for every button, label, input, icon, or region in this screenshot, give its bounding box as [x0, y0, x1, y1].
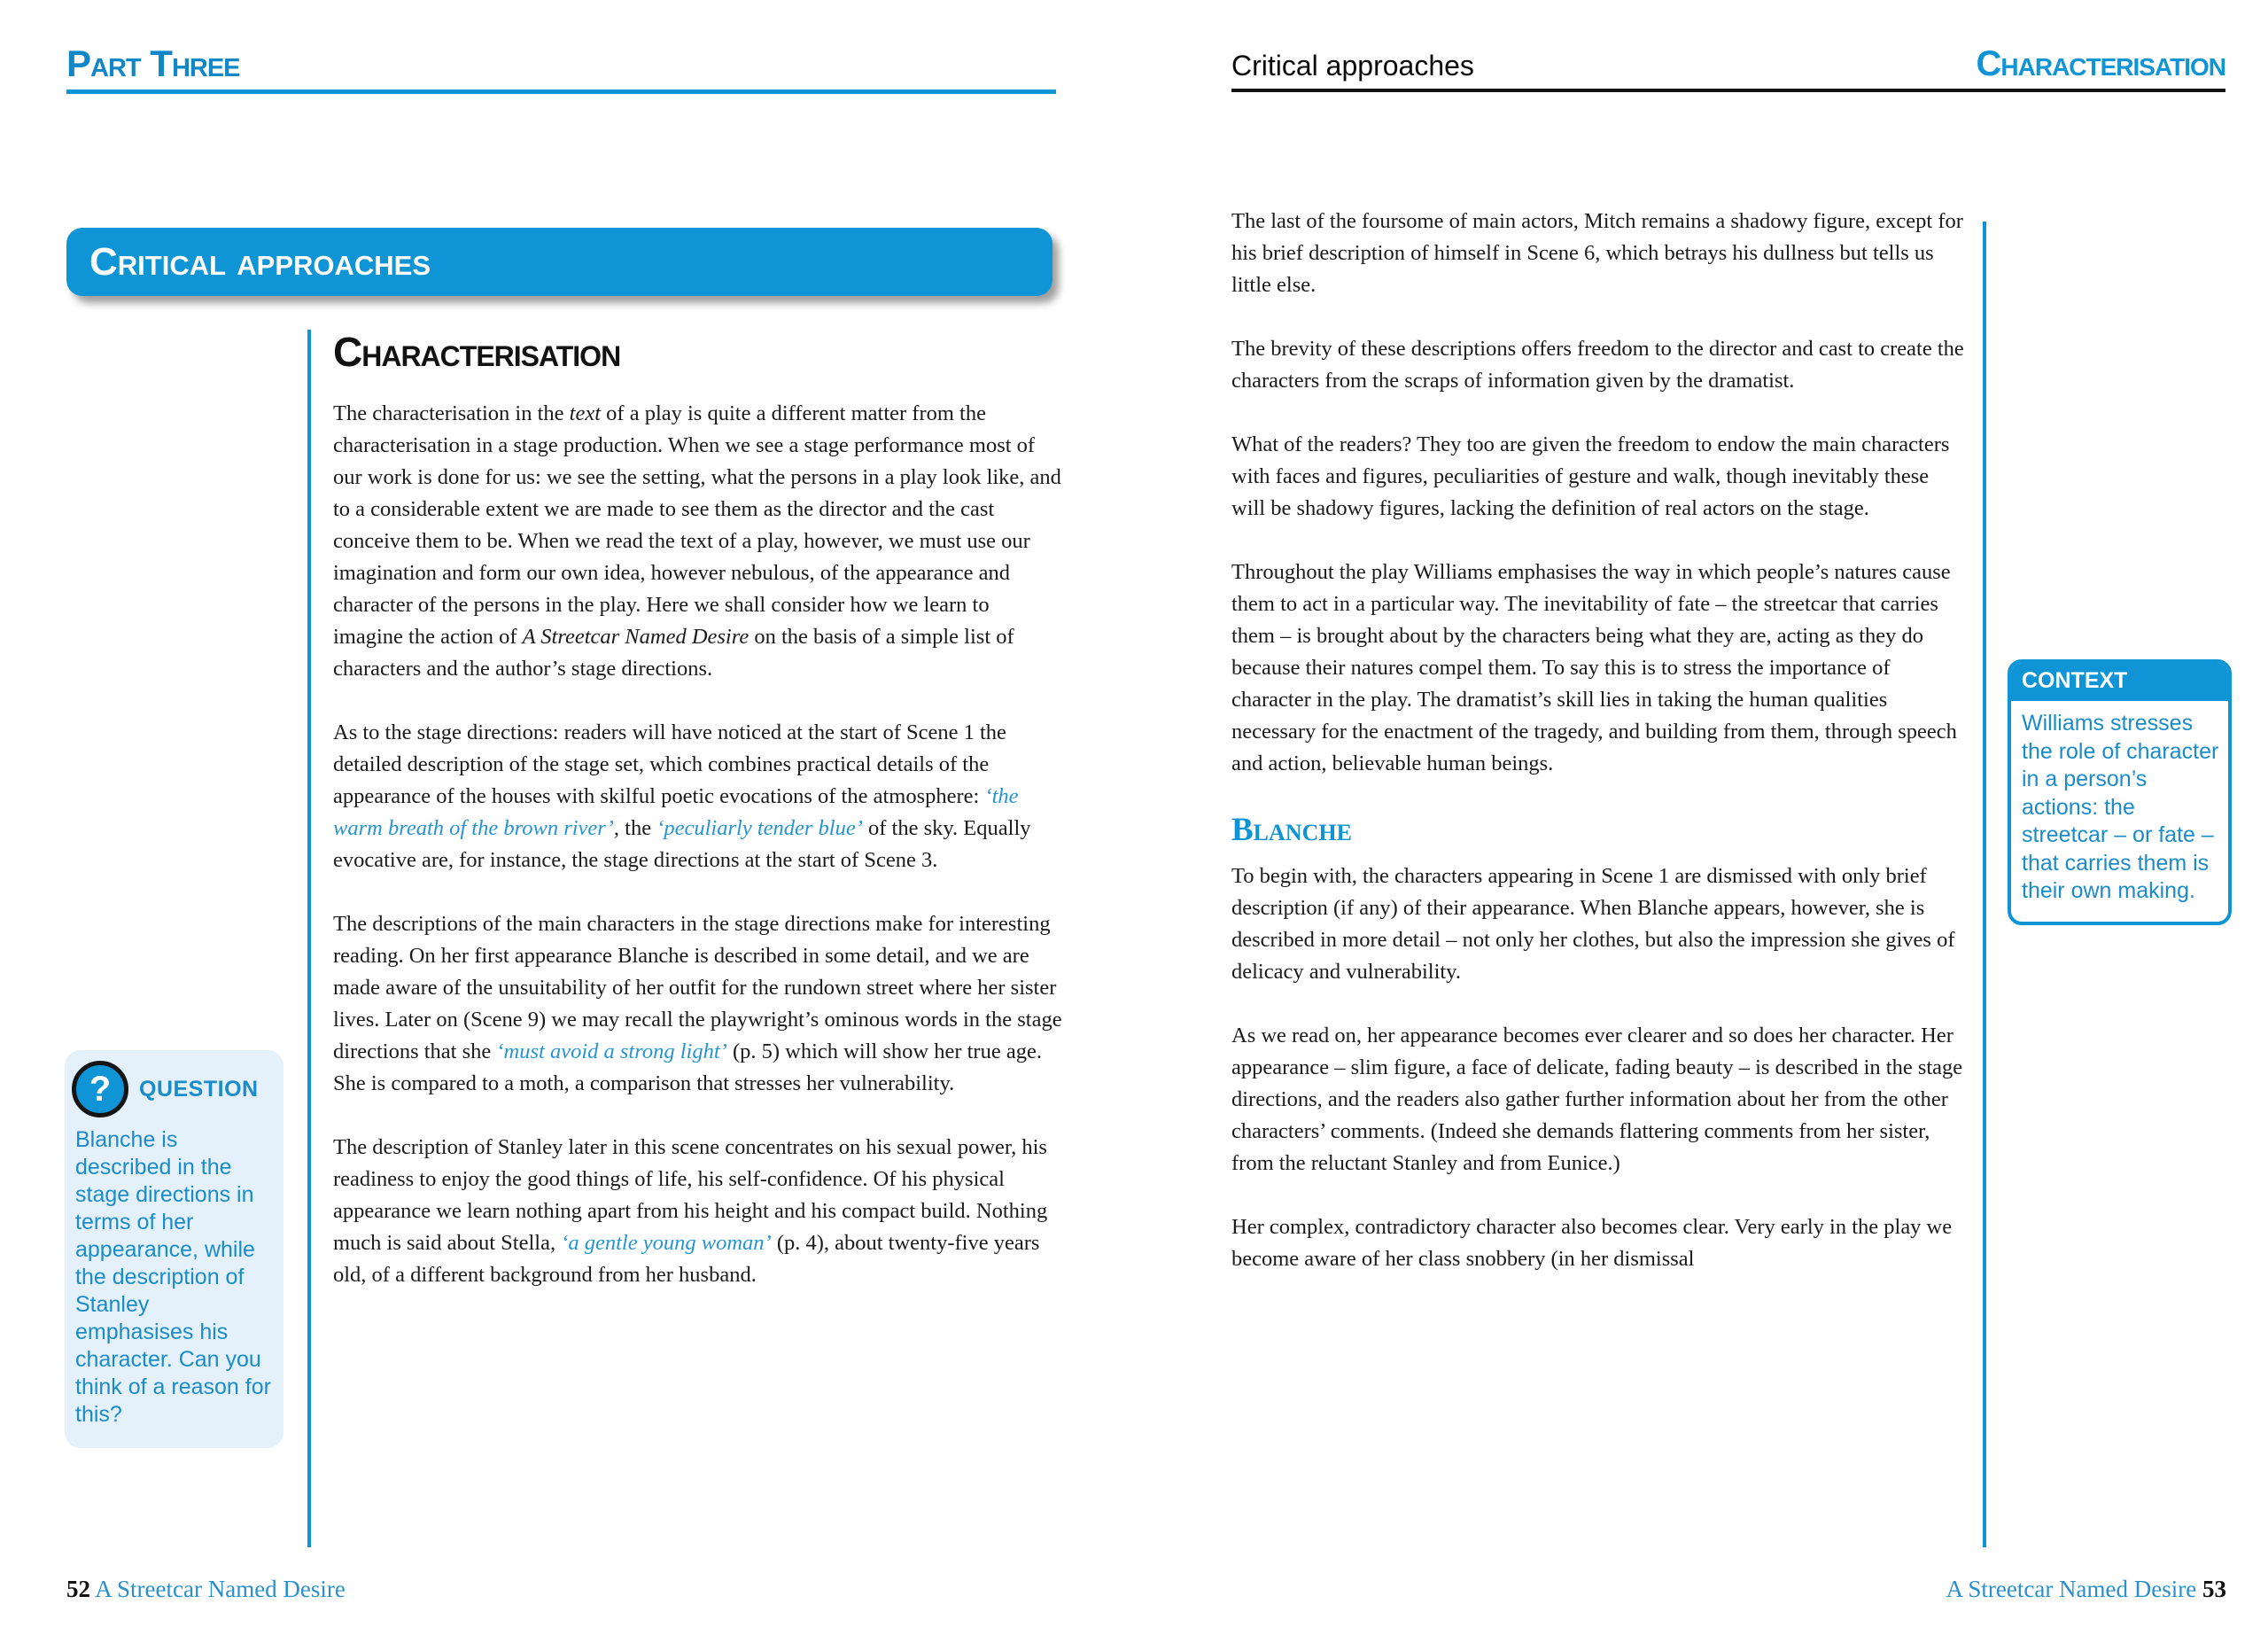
section-banner: [66, 228, 1052, 296]
paragraph: The brevity of these descriptions offers freedom to the director and cast to create the characters from the scraps of information given by the dramatist.: [1231, 337, 1964, 393]
question-box-text: Blanche is described in the stage directions in terms of her appearance, while the description of Stanley emphasises his character. Can you think of a reason for this?: [75, 1127, 271, 1427]
question-box-header: [75, 1061, 273, 1117]
running-header-section: Critical approaches: [1231, 50, 1474, 82]
right-paragraphs: [1231, 206, 1967, 780]
context-box-text: Williams stresses the role of character in a person’s actions: the streetcar – or fate – that carries them is their own making.: [2022, 711, 2219, 903]
blanche-paragraphs: [1231, 860, 1967, 1275]
running-header-rule: [1231, 89, 2225, 92]
paragraph: What of the readers? They too are given the freedom to endow the main characters with faces and figures, peculiarities of gesture and walk, though inevitably these will be shadowy figures, lacking the definition of real actors on the stage.: [1231, 432, 1950, 520]
part-kicker: Part Three: [66, 43, 240, 84]
page-title: Characterisation: [333, 329, 621, 375]
right-page-body: [1231, 206, 1967, 1307]
paragraph: Throughout the play Williams emphasises the way in which people’s natures cause them to act in a particular way. The inevitability of fate – the streetcar that carries them – is brought about by the characters being what they are, acting as they do because their natures compel them. To say this is to stress the importance of character in the play. The dramatist’s skill lies in taking the human qualities necessary for the enactment of the tragedy, and building from them, through speech and action, believable human beings.: [1231, 560, 1957, 775]
question-mark-icon: ?: [72, 1061, 128, 1117]
subsection-heading: Blanche: [1231, 812, 1352, 848]
right-page-footer: [1946, 1576, 2226, 1603]
running-header-chapter: Characterisation: [1976, 44, 2225, 83]
left-footer-book-title: A Streetcar Named Desire: [95, 1576, 346, 1602]
question-box: [65, 1050, 284, 1448]
right-footer-book-title: A Streetcar Named Desire: [1946, 1576, 2197, 1602]
left-page-footer: [66, 1576, 346, 1603]
paragraph: Her complex, contradictory character also becomes clear. Very early in the play we become aware of her class snobbery (in her dismissal: [1231, 1214, 1953, 1271]
question-box-label: QUESTION: [139, 1076, 259, 1102]
context-box: [2008, 659, 2232, 925]
paragraph: The descriptions of the main characters in the stage directions make for interesting reading. On her first appearance Blanche is described in some detail, and we are made aware of the unsuitability of her outfit for the rundown street where her sister lives. Later on (Scene 9) we may recall the playwright’s ominous words in the stage directions that she ‘must avoid a strong light’ (p. 5) which will show her true age. She is compared to a moth, a comparison that stresses her vulnerability.: [333, 911, 1062, 1095]
context-box-label: CONTEXT: [2011, 663, 2228, 701]
paragraph: The characterisation in the text of a play is quite a different matter from the characterisation in a stage production. When we see a stage performance most of our work is done for us: we see the setting, what the persons in a play look like, and to a considerable extent we are made to see them as the director and the cast conceive them to be. When we read the text of a play, however, we must use our imagination and form our own idea, however nebulous, of the appearance and character of the persons in the play. Here we shall consider how we learn to imagine the action of A Streetcar Named Desire on the basis of a simple list of characters and the author’s stage directions.: [333, 401, 1061, 681]
kicker-rule: [66, 90, 1056, 94]
paragraph: The description of Stanley later in this scene concentrates on his sexual power, his readiness to enjoy the good things of life, his self-confidence. Of his physical appearance we learn nothing apart from his height and his compact build. Nothing much is said about Stella, ‘a gentle young woman’ (p. 4), about twenty-five years old, of a different background from her husband.: [333, 1134, 1048, 1287]
paragraph: As to the stage directions: readers will have noticed at the start of Scene 1 the detailed description of the stage set, which combines practical details of the appearance of the houses with skilful poetic evocations of the atmosphere: ‘the warm breath of the brown river’, the ‘peculiarly tender blue’ of the sky. Equally evocative are, for instance, the stage directions at the start of Scene 3.: [333, 720, 1031, 872]
left-column-divider: [307, 330, 311, 1547]
paragraph: As we read on, her appearance becomes ever clearer and so does her character. Her appearance – slim figure, a face of delicate, fading beauty – is described in the stage directions, and the readers also gather further information about her from the other characters’ comments. (Indeed she demands flattering comments from her sister, from the reluctant Stanley and from Eunice.): [1231, 1023, 1963, 1175]
paragraph: The last of the foursome of main actors, Mitch remains a shadowy figure, except for his brief description of himself in Scene 6, which betrays his dullness but tells us little else.: [1231, 209, 1963, 297]
section-banner-title: Critical approaches: [89, 239, 431, 284]
right-page-number: 53: [2202, 1576, 2226, 1602]
paragraph: To begin with, the characters appearing in Scene 1 are dismissed with only brief description (if any) of their appearance. When Blanche appears, however, she is described in more detail – not only her clothes, but also the impression she gives of delicacy and vulnerability.: [1231, 863, 1955, 984]
left-paragraphs: [333, 398, 1063, 1291]
left-page-number: 52: [66, 1576, 90, 1602]
right-column-divider: [1983, 222, 1986, 1547]
left-page-body: [333, 330, 1063, 1323]
